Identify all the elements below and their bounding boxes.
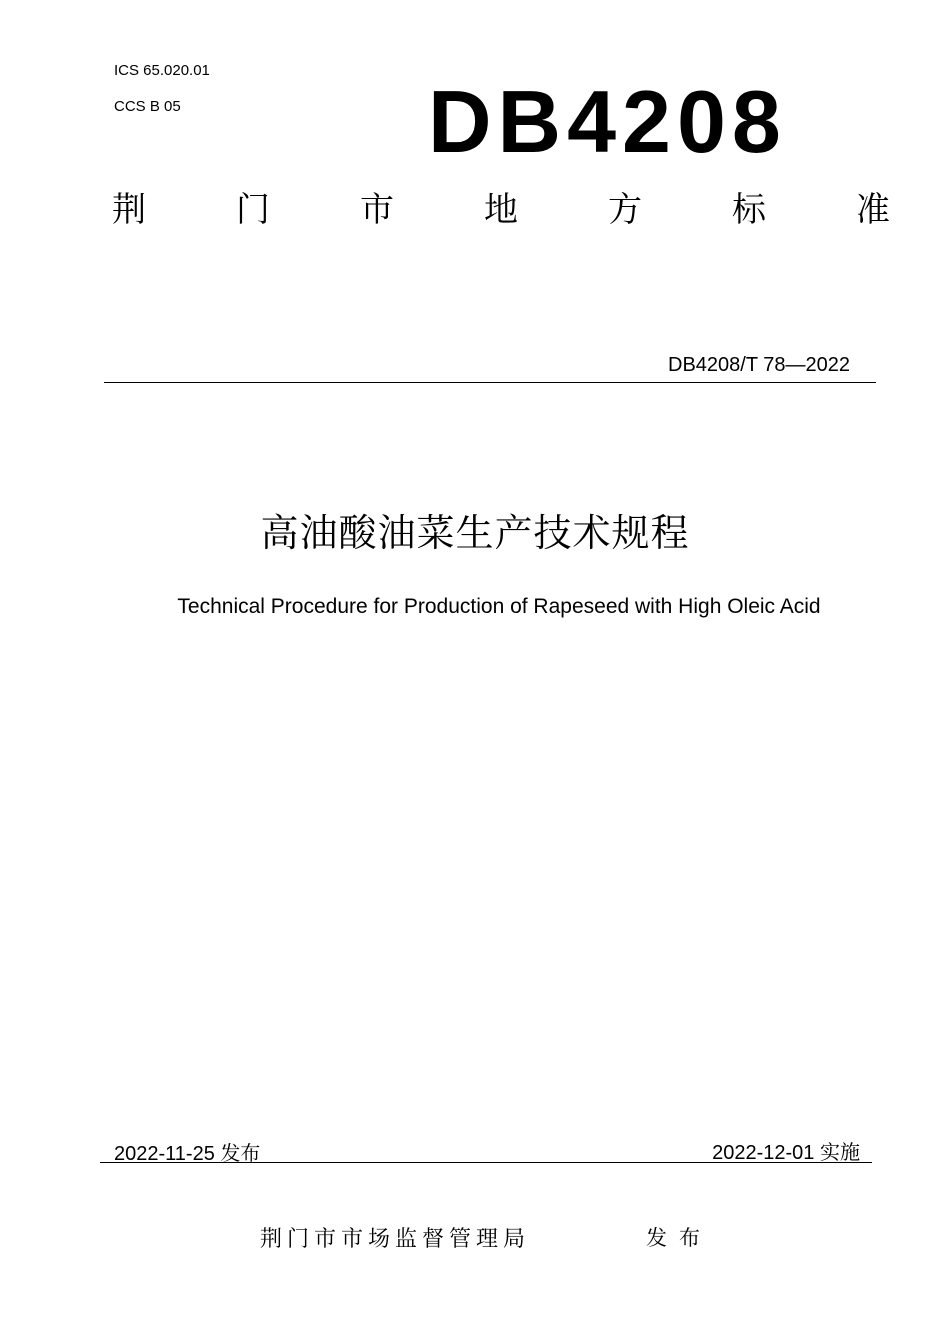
top-divider: [104, 382, 876, 383]
standard-type-char: 地: [484, 190, 518, 230]
bottom-divider: [100, 1162, 872, 1163]
ccs-code: CCS B 05: [114, 98, 181, 115]
document-title-english: Technical Procedure for Production of Rapeseed with High Oleic Acid: [177, 595, 821, 618]
standard-type-char: 标: [732, 190, 766, 230]
issue-label: 发布: [646, 1226, 712, 1250]
issue-date: 2022-11-25 发布: [114, 1143, 261, 1165]
implementation-date: 2022-12-01 实施: [712, 1142, 860, 1164]
standard-type-char: 荆: [112, 190, 146, 230]
standard-number: DB4208/T 78—2022: [668, 354, 850, 376]
standard-type-char: 门: [236, 190, 270, 230]
ics-code: ICS 65.020.01: [114, 62, 210, 79]
standard-code-logo: DB4208: [428, 72, 787, 171]
standard-type-char: 市: [360, 190, 394, 230]
standard-type-char: 方: [608, 190, 642, 230]
issuing-authority: 荆门市市场监督管理局: [260, 1227, 531, 1252]
document-title-chinese: 高油酸油菜生产技术规程: [260, 511, 690, 555]
standard-type-char: 准: [856, 190, 890, 230]
standard-type-heading: [112, 190, 890, 230]
